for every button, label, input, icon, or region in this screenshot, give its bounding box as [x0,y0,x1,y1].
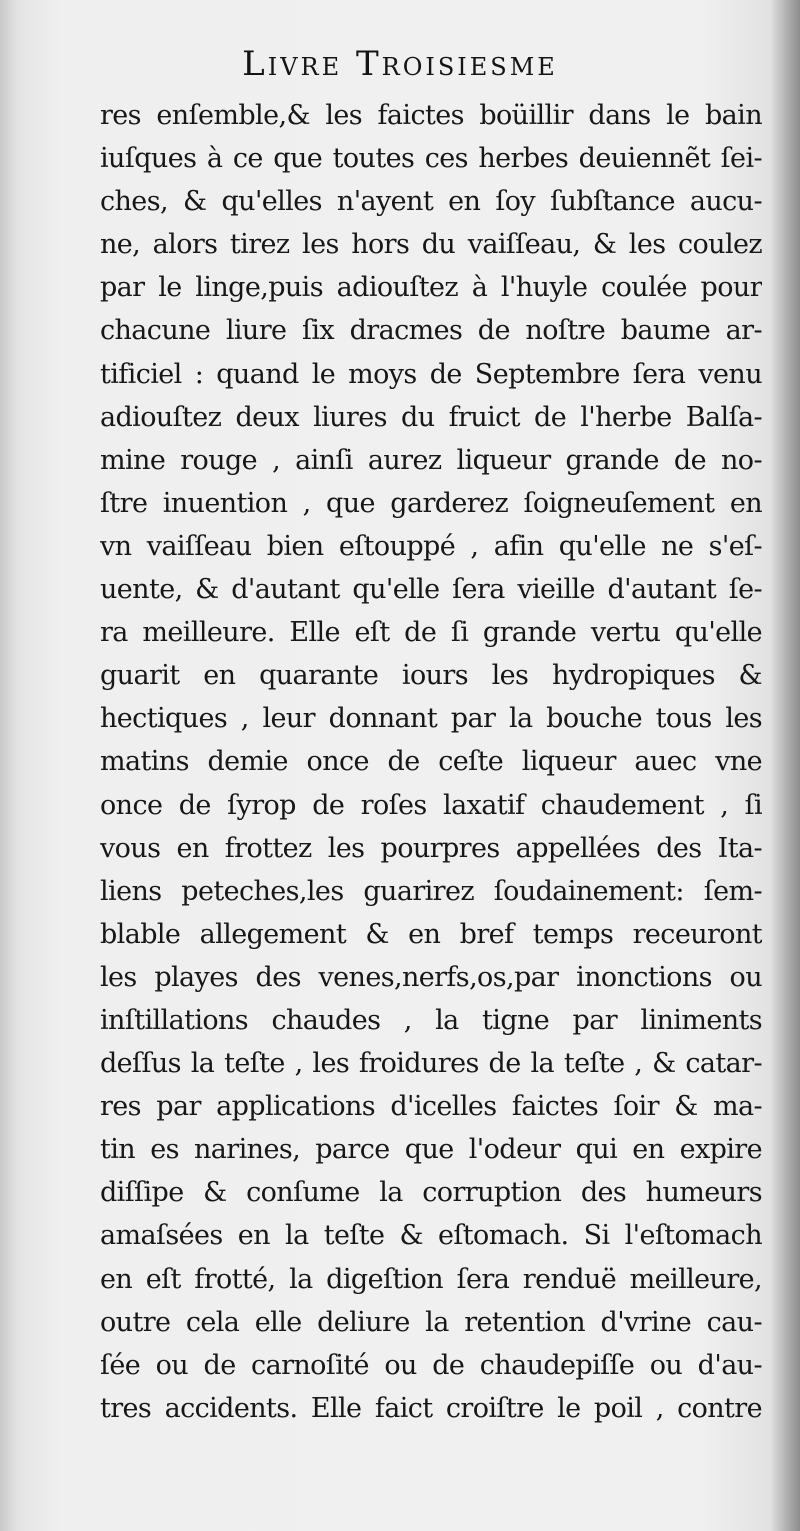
text-line: diſſipe & conſume la corruption des humeurs [100,1177,762,1209]
text-line: ſée ou de carnoſité ou de chaudepiſſe ou d'au- [100,1349,762,1381]
text-line: vous en frottez les pourpres appellées des Ita- [100,832,762,864]
text-line: chacune liure ſix dracmes de noſtre baume ar- [100,315,762,347]
text-line: res par applications d'icelles faictes ſoir & ma- [100,1091,762,1123]
text-line: inſtillations chaudes , la tigne par liniments [100,1004,762,1036]
text-line: outre cela elle deliure la retention d'vrine cau- [100,1306,762,1338]
text-line: les playes des venes,nerfs,os,par inonctions ou [100,961,762,993]
text-line: ſtre inuention , que garderez ſoigneuſement en [100,487,762,519]
page-edge-shadow [770,0,800,1531]
text-line: uente, & d'autant qu'elle ſera vieille d'autant ſe- [100,574,762,606]
text-line: ne, alors tirez les hors du vaiſſeau, & les coulez [100,229,762,261]
text-line: tres accidents. Elle faict croiſtre le poil , contre [100,1392,762,1424]
text-line: tin es narines, parce que l'odeur qui en expire [100,1134,762,1166]
text-line: guarit en quarante iours les hydropiques & [100,660,762,692]
text-line: ches, & qu'elles n'ayent en ſoy ſubſtance aucu- [100,186,762,218]
text-line: adiouſtez deux liures du fruict de l'herbe Balſa- [100,401,762,433]
text-line: matins demie once de ceſte liqueur auec vne [100,746,762,778]
text-line: par le linge,puis adiouſtez à l'huyle coulée pour [100,272,762,304]
text-line: ra meilleure. Elle eſt de ſi grande vertu qu'elle [100,617,762,649]
text-line: res enſemble,& les faictes boüillir dans le bain [100,100,762,131]
text-line: liens peteches,les guarirez ſoudainement: ſem- [100,875,762,907]
body-text [100,94,762,1430]
text-line: once de ſyrop de roſes laxatif chaudement , ſi [100,789,762,821]
text-line: vn vaiſſeau bien eſtouppé , afin qu'elle ne s'eſ- [100,530,762,562]
text-line: hectiques , leur donnant par la bouche tous les [100,703,762,735]
text-line: amaſsées en la teſte & eſtomach. Si l'eſtomach [100,1220,762,1252]
text-line: blable allegement & en bref temps receuront [100,918,762,950]
text-line: mine rouge , ainſi aurez liqueur grande de no- [100,444,762,476]
text-line: en eſt frotté, la digeſtion ſera renduë meilleure, [100,1263,762,1295]
text-line: tificiel : quand le moys de Septembre ſera venu [100,358,762,390]
text-line: deſſus la teſte , les froidures de la teſte , & catar- [100,1048,762,1080]
text-line: iuſques à ce que toutes ces herbes deuiennẽt ſei- [100,143,762,175]
running-header: Livre Troisiesme [242,44,558,84]
